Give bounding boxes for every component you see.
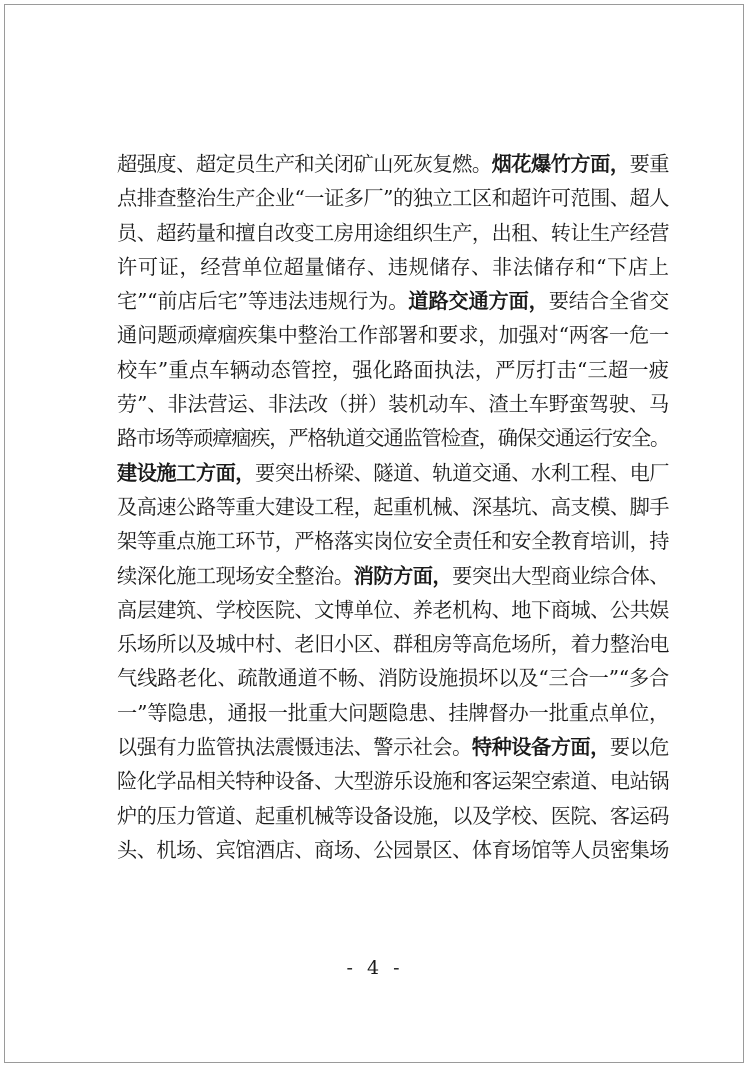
document-page bbox=[4, 4, 744, 1063]
section-heading: 消防方面， bbox=[353, 563, 453, 588]
section-heading: 烟花爆竹方面， bbox=[491, 152, 630, 176]
text-run: 劳”、非法营运、非法改（拼）装机动车、渣土车野蛮驾驶、马 bbox=[117, 392, 669, 417]
text-line bbox=[117, 216, 669, 250]
text-run: 路市场等顽瘴痼疾，严格轨道交通监管检查，确保交通运行安全。 bbox=[117, 426, 669, 451]
text-run: 要突出桥梁、隧道、轨道交通、水利工程、电厂 bbox=[255, 460, 669, 485]
text-line bbox=[117, 627, 669, 661]
text-run: 要以危 bbox=[609, 735, 669, 760]
page-number: - 4 - bbox=[346, 957, 404, 979]
text-line bbox=[117, 387, 669, 421]
text-line bbox=[117, 490, 669, 524]
text-run: 架等重点施工环节，严格落实岗位安全责任和安全教育培训，持 bbox=[117, 529, 669, 554]
text-line bbox=[117, 353, 669, 387]
text-line bbox=[117, 696, 669, 730]
text-run: 一”等隐患，通报一批重大问题隐患、挂牌督办一批重点单位， bbox=[117, 700, 669, 725]
text-line bbox=[117, 559, 669, 593]
text-line bbox=[117, 833, 669, 867]
text-run: 乐场所以及城中村、老旧小区、群租房等高危场所，着力整治电 bbox=[117, 632, 669, 657]
text-run: 炉的压力管道、起重机械等设备设施，以及学校、医院、客运码 bbox=[117, 803, 669, 828]
text-run: 气线路老化、疏散通道不畅、消防设施损坏以及“三合一”“多合 bbox=[117, 666, 669, 691]
section-heading: 建设施工方面， bbox=[117, 460, 255, 485]
text-line bbox=[117, 250, 669, 284]
text-run: 要结合全省交 bbox=[548, 289, 669, 314]
text-run: 要重 bbox=[629, 152, 669, 176]
text-run: 头、机场、宾馆酒店、商场、公园景区、体育场馆等人员密集场 bbox=[117, 837, 669, 862]
text-line bbox=[117, 147, 669, 181]
text-run: 许可证，经营单位超量储存、违规储存、非法储存和“下店上 bbox=[117, 254, 669, 279]
text-run: 点排查整治生产企业“一证多厂”的独立工区和超许可范围、超人 bbox=[117, 186, 669, 211]
text-run: 超强度、超定员生产和关闭矿山死灰复燃。 bbox=[117, 152, 492, 176]
text-line bbox=[117, 799, 669, 833]
text-run: 续深化施工现场安全整治。 bbox=[117, 563, 354, 588]
text-run: 通问题顽瘴痼疾集中整治工作部署和要求，加强对“两客一危一 bbox=[117, 323, 669, 348]
text-run: 及高速公路等重大建设工程，起重机械、深基坑、高支模、脚手 bbox=[117, 494, 669, 519]
text-run: 员、超药量和擅自改变工房用途组织生产，出租、转让生产经营 bbox=[117, 220, 669, 245]
text-line bbox=[117, 284, 669, 318]
text-line bbox=[117, 524, 669, 558]
text-run: 要突出大型商业综合体、 bbox=[452, 563, 669, 588]
text-run: 宅”“前店后宅”等违法违规行为。 bbox=[117, 289, 409, 314]
document-body-text bbox=[117, 147, 669, 867]
text-line bbox=[117, 181, 669, 215]
text-run: 以强有力监管执法震慑违法、警示社会。 bbox=[117, 735, 472, 760]
text-run: 校车”重点车辆动态管控，强化路面执法，严厉打击“三超一疲 bbox=[117, 357, 669, 382]
text-line bbox=[117, 593, 669, 627]
text-line bbox=[117, 421, 669, 455]
text-run: 险化学品相关特种设备、大型游乐设施和客运架空索道、电站锅 bbox=[117, 769, 669, 794]
text-line bbox=[117, 730, 669, 764]
text-line bbox=[117, 764, 669, 798]
text-run: 高层建筑、学校医院、文博单位、养老机构、地下商城、公共娱 bbox=[117, 597, 669, 622]
text-line bbox=[117, 318, 669, 352]
text-line bbox=[117, 661, 669, 695]
section-heading: 道路交通方面， bbox=[408, 289, 549, 314]
text-line bbox=[117, 456, 669, 490]
section-heading: 特种设备方面， bbox=[471, 735, 610, 760]
